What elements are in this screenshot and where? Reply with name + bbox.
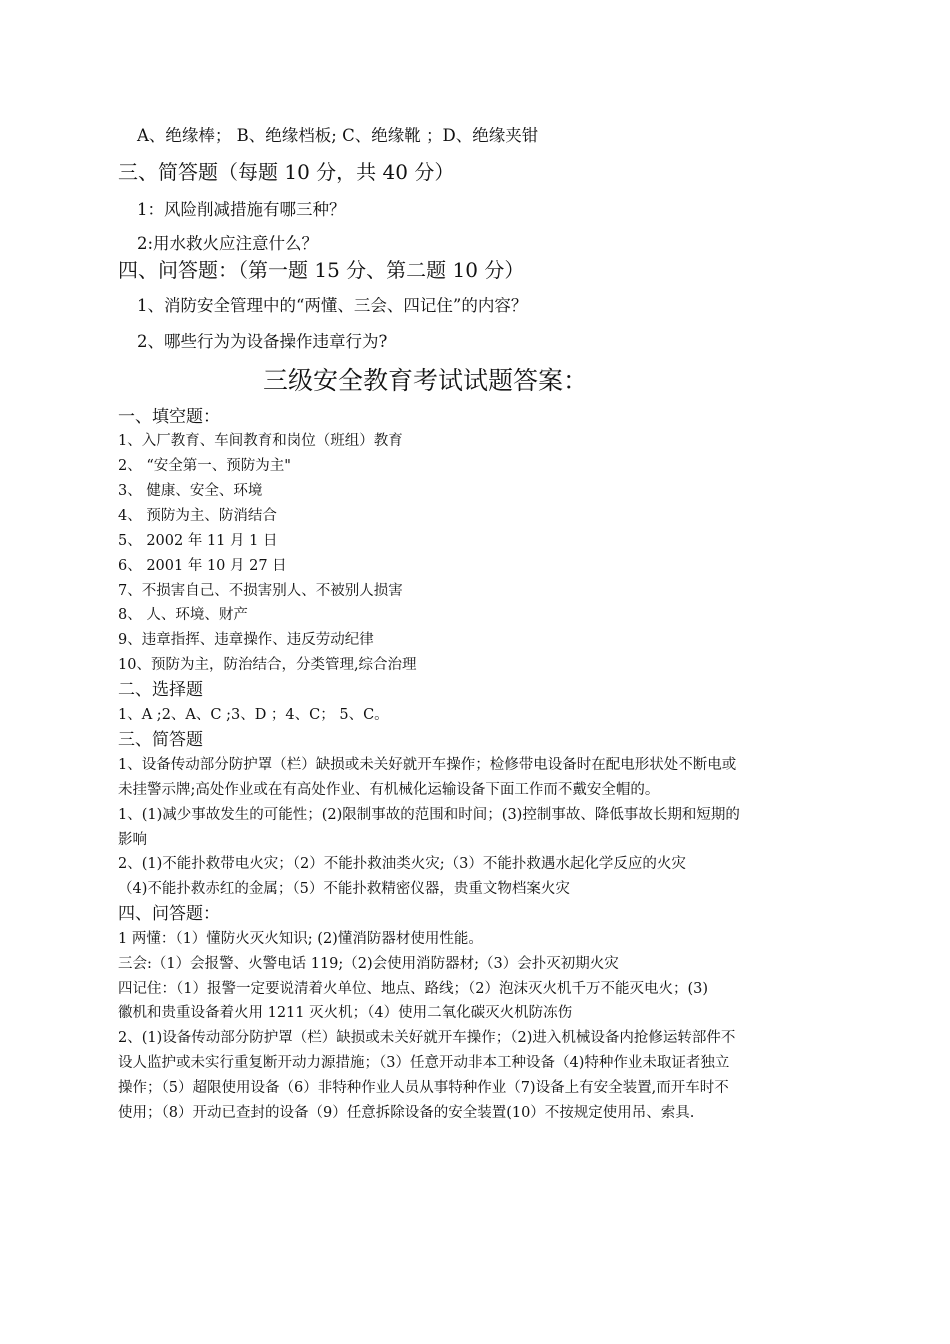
section4-heading: 四、问答题：（第一题 15 分、第二题 10 分）: [118, 258, 525, 282]
choice-heading: 二、选择题: [118, 680, 203, 700]
qa-answer-line: 使用；（8）开动已查封的设备（9）任意拆除设备的安全装置(10）不按规定使用吊、索具.: [118, 1105, 695, 1121]
fill-answer-8: 8、 人、环境、财产: [118, 607, 248, 623]
qa-answer-line: 四记住：（1）报警一定要说清着火单位、地点、路线；（2）泡沫灭火机千万不能灭电火；(3): [118, 981, 708, 997]
short-answer-line: （4)不能扑救赤红的金属；（5）不能扑救精密仪器，贵重文物档案火灾: [118, 881, 570, 897]
section3-question-2: 2:用水救火应注意什么？: [137, 234, 319, 253]
section4-question-1: 1、消防安全管理中的“两懂、三会、四记住”的内容？: [137, 296, 528, 315]
fill-answer-3: 3、 健康、安全、环境: [118, 483, 263, 499]
fill-answer-1: 1、入厂教育、车间教育和岗位（班组）教育: [118, 433, 403, 449]
answers-title: 三级安全教育考试试题答案：: [263, 366, 589, 395]
qa-answer-line: 2、(1)设备传动部分防护罩（栏）缺损或未关好就开车操作；（2)进入机械设备内抢修运转部件不: [118, 1030, 736, 1046]
section4-question-2: 2、哪些行为为设备操作违章行为?: [137, 332, 388, 351]
qa-answer-line: 三会:（1）会报警、火警电话 119;（2)会使用消防器材;（3）会扑灭初期火灾: [118, 956, 619, 972]
fill-answer-2: 2、 “安全第一、预防为主": [118, 458, 291, 474]
fill-answer-5: 5、 2002 年 11 月 1 日: [118, 533, 278, 549]
fill-answer-7: 7、不损害自己、不损害别人、不被别人损害: [118, 583, 403, 599]
short-answer-line: 影响: [118, 832, 147, 848]
short-heading: 三、简答题: [118, 730, 203, 750]
section3-heading: 三、简答题（每题 10 分，共 40 分）: [118, 160, 455, 184]
fill-heading: 一、填空题：: [118, 407, 220, 427]
short-answer-line: 2、(1)不能扑救带电火灾；（2）不能扑救油类火灾;（3）不能扑救遇水起化学反应的火灾: [118, 856, 686, 872]
qa-answer-line: 1 两懂：（1）懂防火灭火知识; (2)懂消防器材使用性能。: [118, 931, 483, 947]
fill-answer-6: 6、 2001 年 10 月 27 日: [118, 558, 287, 574]
qa-answer-line: 操作；（5）超限使用设备（6）非特种作业人员从事特种作业（7)设备上有安全装置,而开车时不: [118, 1080, 729, 1096]
short-answer-line: 1、设备传动部分防护罩（栏）缺损或未关好就开车操作；检修带电设备时在配电形状处不断电或: [118, 757, 737, 773]
fill-answer-4: 4、 预防为主、防消结合: [118, 508, 277, 524]
fill-answer-9: 9、违章指挥、违章操作、违反劳动纪律: [118, 632, 374, 648]
fill-answer-10: 10、预防为主，防治结合，分类管理,综合治理: [118, 657, 417, 673]
short-answer-line: 未挂警示牌;高处作业或在有高处作业、有机械化运输设备下面工作而不戴安全帽的。: [118, 782, 660, 798]
choice-answers: 1、A ;2、A、C ;3、D ；4、C； 5、C。: [118, 707, 389, 723]
choice-options-line: A、绝缘棒； B、绝缘档板; C、绝缘靴 ；D、绝缘夹钳: [137, 126, 539, 145]
section3-question-1: 1：风险削减措施有哪三种？: [137, 200, 346, 219]
qa-heading: 四、问答题：: [118, 904, 220, 924]
qa-answer-line: 设人监护或未实行重复断开动力源措施；（3）任意开动非本工种设备（4)特种作业未取证者独立: [118, 1055, 730, 1071]
short-answer-line: 1、(1)减少事故发生的可能性；(2)限制事故的范围和时间；(3)控制事故、降低事故长期和短期的: [118, 807, 740, 823]
qa-answer-line: 徽机和贵重设备着火用 1211 灭火机；（4）使用二氧化碳灭火机防冻伤: [118, 1005, 573, 1021]
